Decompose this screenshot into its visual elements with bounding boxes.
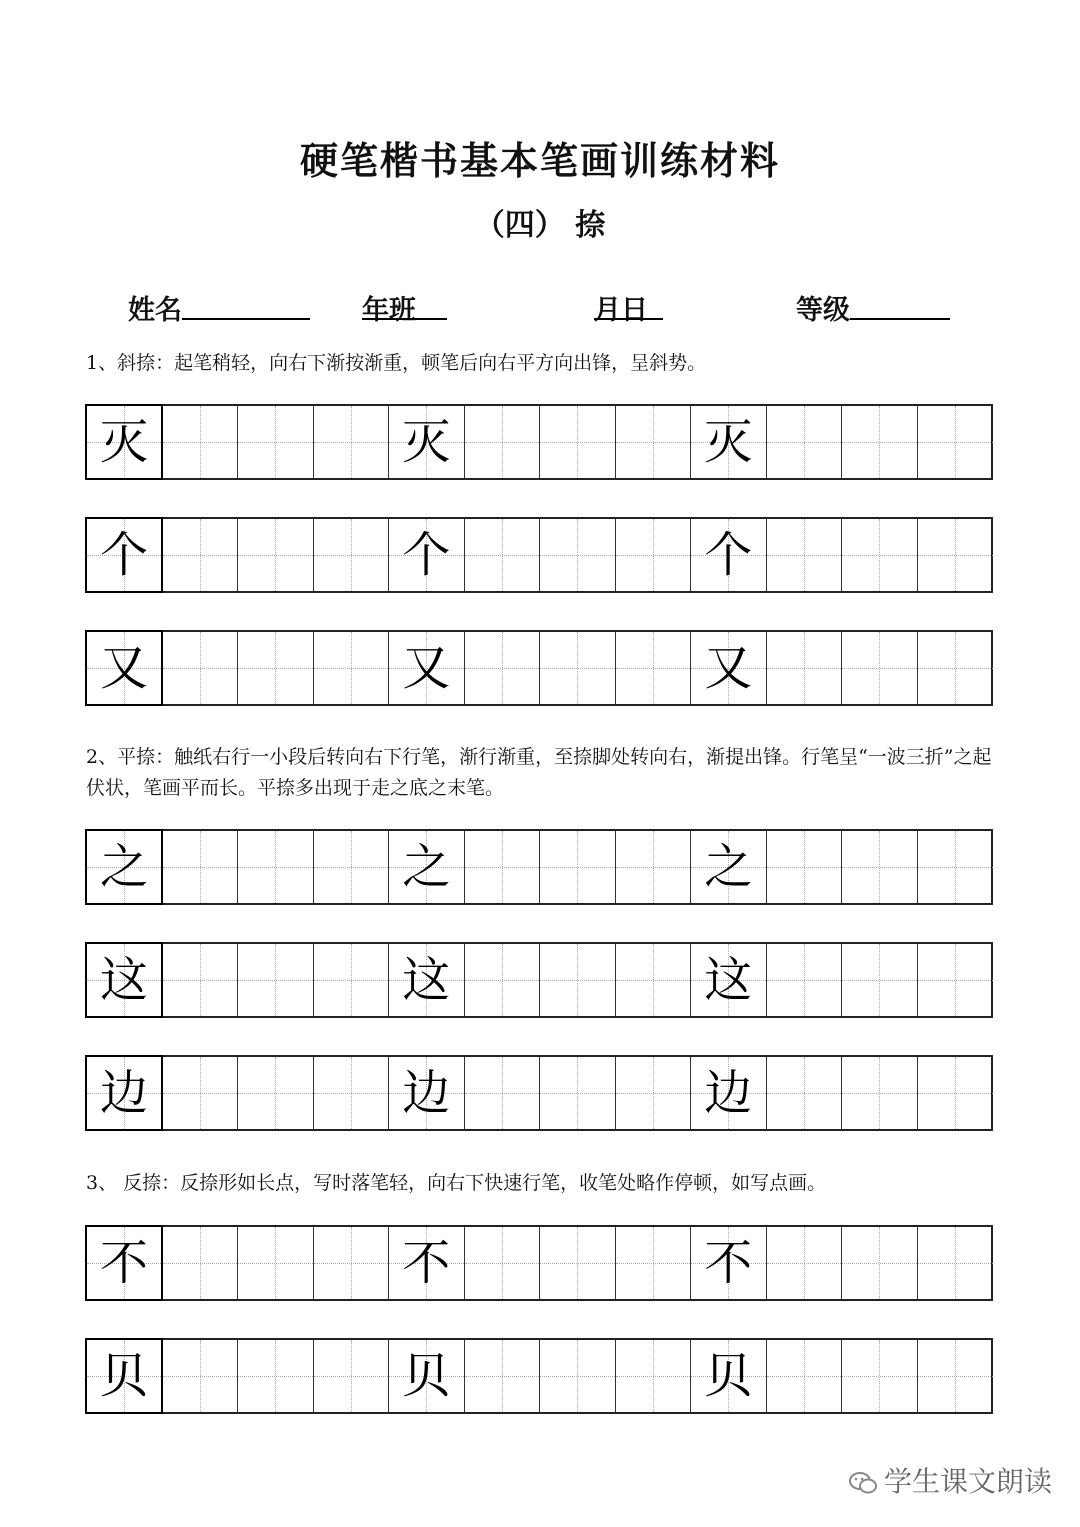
guide-line-vertical — [351, 831, 352, 903]
practice-cell[interactable] — [691, 406, 767, 478]
guide-line-vertical — [955, 1057, 956, 1129]
guide-line-vertical — [351, 632, 352, 704]
model-character-cell — [85, 1225, 163, 1301]
practice-grid-row — [85, 1225, 993, 1301]
practice-cell[interactable] — [918, 632, 994, 704]
practice-cell[interactable] — [389, 406, 465, 478]
guide-line-vertical — [879, 1057, 880, 1129]
practice-cell[interactable] — [465, 406, 541, 478]
sample-character: 这 — [704, 952, 753, 1008]
practice-cell[interactable] — [389, 1057, 465, 1129]
practice-cell[interactable] — [314, 944, 390, 1016]
practice-cell[interactable] — [691, 831, 767, 903]
practice-cell[interactable] — [465, 831, 541, 903]
guide-line-vertical — [955, 831, 956, 903]
model-character-cell — [85, 630, 163, 706]
watermark-text: 学生课文朗读 — [884, 1465, 1053, 1498]
practice-cell[interactable] — [389, 1340, 465, 1412]
sample-character: 不 — [99, 1235, 148, 1291]
model-character-cell — [85, 517, 163, 593]
guide-line-vertical — [200, 831, 201, 903]
practice-cell[interactable] — [842, 406, 918, 478]
guide-line-vertical — [955, 1227, 956, 1299]
sample-character: 不 — [402, 1235, 451, 1291]
practice-cell[interactable] — [238, 831, 314, 903]
guide-line-vertical — [275, 632, 276, 704]
sample-character: 贝 — [402, 1348, 451, 1404]
sample-character: 边 — [99, 1065, 148, 1121]
practice-cell[interactable] — [540, 1340, 616, 1412]
practice-cell[interactable] — [163, 1227, 239, 1299]
sample-character: 灭 — [402, 414, 451, 470]
guide-line-vertical — [200, 1227, 201, 1299]
practice-cell[interactable] — [691, 519, 767, 591]
guide-line-vertical — [955, 519, 956, 591]
sample-character: 又 — [99, 640, 148, 696]
guide-line-vertical — [502, 1340, 503, 1412]
practice-cell[interactable] — [842, 944, 918, 1016]
guide-line-vertical — [653, 944, 654, 1016]
guide-line-vertical — [804, 1340, 805, 1412]
practice-cell[interactable] — [767, 944, 843, 1016]
month-label: 月 — [594, 295, 621, 326]
guide-line-vertical — [653, 632, 654, 704]
practice-cell[interactable] — [767, 1057, 843, 1129]
practice-cell[interactable] — [238, 1227, 314, 1299]
guide-line-vertical — [200, 519, 201, 591]
sample-character: 灭 — [704, 414, 753, 470]
guide-line-vertical — [653, 831, 654, 903]
guide-line-vertical — [804, 831, 805, 903]
practice-cell[interactable] — [465, 1227, 541, 1299]
practice-grid-row — [85, 630, 993, 706]
practice-cell[interactable] — [314, 632, 390, 704]
practice-cell[interactable] — [616, 519, 692, 591]
guide-line-vertical — [275, 1227, 276, 1299]
practice-cell[interactable] — [238, 632, 314, 704]
practice-cell[interactable] — [238, 1340, 314, 1412]
practice-cell[interactable] — [163, 1057, 239, 1129]
practice-cell[interactable] — [163, 1340, 239, 1412]
guide-line-vertical — [275, 1057, 276, 1129]
guide-line-vertical — [653, 1057, 654, 1129]
practice-cell[interactable] — [616, 1340, 692, 1412]
practice-cell[interactable] — [465, 519, 541, 591]
guide-line-vertical — [275, 519, 276, 591]
practice-cell[interactable] — [842, 632, 918, 704]
practice-cell[interactable] — [389, 632, 465, 704]
guide-line-vertical — [879, 632, 880, 704]
section-2-description: 2、平捺：触纸右行一小段后转向右下行笔，渐行渐重，至捺脚处转向右，渐提出锋。行笔呈“一波三折”之起伏状，笔画平而长。平捺多出现于走之底之末笔。 — [86, 746, 992, 799]
practice-cell[interactable] — [540, 1057, 616, 1129]
practice-cell[interactable] — [691, 1057, 767, 1129]
guide-line-vertical — [879, 406, 880, 478]
guide-line-vertical — [804, 632, 805, 704]
guide-line-vertical — [577, 519, 578, 591]
guide-line-vertical — [502, 1227, 503, 1299]
guide-line-vertical — [804, 944, 805, 1016]
practice-cell[interactable] — [842, 831, 918, 903]
page-title: 硬笔楷书基本笔画训练材料 — [299, 138, 780, 183]
guide-line-vertical — [200, 406, 201, 478]
practice-cell[interactable] — [540, 632, 616, 704]
practice-cell[interactable] — [163, 831, 239, 903]
model-character-cell — [85, 404, 163, 480]
guide-line-vertical — [804, 1057, 805, 1129]
practice-cell[interactable] — [540, 406, 616, 478]
sample-character: 不 — [704, 1235, 753, 1291]
guide-line-vertical — [351, 944, 352, 1016]
guide-line-vertical — [879, 1340, 880, 1412]
practice-cell[interactable] — [767, 1227, 843, 1299]
grade-blank[interactable] — [850, 288, 950, 320]
practice-cell[interactable] — [691, 1227, 767, 1299]
guide-line-vertical — [955, 944, 956, 1016]
guide-line-vertical — [955, 1340, 956, 1412]
guide-line-vertical — [200, 1057, 201, 1129]
day-blank[interactable] — [621, 288, 663, 320]
practice-cell[interactable] — [163, 944, 239, 1016]
practice-cell[interactable] — [767, 406, 843, 478]
guide-line-vertical — [955, 406, 956, 478]
wechat-icon — [848, 1471, 878, 1495]
guide-line-vertical — [502, 632, 503, 704]
sample-character: 之 — [704, 839, 753, 895]
guide-line-vertical — [577, 831, 578, 903]
guide-line-vertical — [275, 831, 276, 903]
year-label: 年 — [362, 295, 389, 326]
sample-character: 个 — [704, 527, 753, 583]
practice-cell[interactable] — [616, 944, 692, 1016]
practice-cell[interactable] — [465, 1057, 541, 1129]
guide-line-vertical — [804, 406, 805, 478]
day-label: 日 — [621, 295, 648, 326]
practice-cell[interactable] — [842, 1227, 918, 1299]
practice-grid-row — [85, 1055, 993, 1131]
practice-cell[interactable] — [389, 1227, 465, 1299]
sample-character: 边 — [402, 1065, 451, 1121]
practice-cell[interactable] — [540, 519, 616, 591]
practice-cell[interactable] — [163, 519, 239, 591]
practice-cell[interactable] — [465, 944, 541, 1016]
model-character-cell — [85, 1055, 163, 1131]
practice-cell[interactable] — [918, 1227, 994, 1299]
practice-cell[interactable] — [691, 632, 767, 704]
practice-cell[interactable] — [842, 1057, 918, 1129]
practice-grid-row — [85, 1338, 993, 1414]
practice-grid-row — [85, 829, 993, 905]
class-blank[interactable] — [389, 288, 447, 320]
guide-line-vertical — [879, 944, 880, 1016]
guide-line-vertical — [502, 1057, 503, 1129]
guide-line-vertical — [351, 519, 352, 591]
practice-cell[interactable] — [918, 944, 994, 1016]
guide-line-vertical — [275, 944, 276, 1016]
practice-cell[interactable] — [616, 831, 692, 903]
sample-character: 又 — [704, 640, 753, 696]
guide-line-vertical — [577, 632, 578, 704]
guide-line-vertical — [502, 519, 503, 591]
guide-line-vertical — [653, 1227, 654, 1299]
sample-character: 边 — [704, 1065, 753, 1121]
practice-cell[interactable] — [540, 1227, 616, 1299]
sample-character: 之 — [99, 839, 148, 895]
grade-label: 等级 — [796, 295, 850, 326]
sample-character: 这 — [402, 952, 451, 1008]
practice-cell[interactable] — [238, 519, 314, 591]
practice-cell[interactable] — [918, 519, 994, 591]
guide-line-vertical — [577, 1340, 578, 1412]
practice-cell[interactable] — [163, 632, 239, 704]
sample-character: 个 — [99, 527, 148, 583]
guide-line-vertical — [351, 1340, 352, 1412]
guide-line-vertical — [502, 406, 503, 478]
practice-grid-row — [85, 404, 993, 480]
practice-cell[interactable] — [691, 944, 767, 1016]
practice-grid-row — [85, 942, 993, 1018]
guide-line-vertical — [804, 1227, 805, 1299]
practice-cell[interactable] — [389, 944, 465, 1016]
class-label: 班 — [389, 295, 416, 326]
date-field — [594, 288, 648, 327]
guide-line-vertical — [804, 519, 805, 591]
guide-line-vertical — [200, 944, 201, 1016]
sample-character: 个 — [402, 527, 451, 583]
practice-cell[interactable] — [918, 1057, 994, 1129]
guide-line-vertical — [879, 1227, 880, 1299]
name-label: 姓名 — [128, 295, 182, 326]
practice-cell[interactable] — [314, 406, 390, 478]
practice-cell[interactable] — [238, 406, 314, 478]
guide-line-vertical — [879, 831, 880, 903]
guide-line-vertical — [577, 944, 578, 1016]
practice-cell[interactable] — [314, 519, 390, 591]
guide-line-vertical — [577, 1227, 578, 1299]
practice-cell[interactable] — [238, 944, 314, 1016]
guide-line-vertical — [577, 406, 578, 478]
practice-cell[interactable] — [616, 406, 692, 478]
practice-cell[interactable] — [163, 406, 239, 478]
name-blank[interactable] — [182, 288, 310, 320]
guide-line-vertical — [955, 632, 956, 704]
practice-cell[interactable] — [767, 1340, 843, 1412]
guide-line-vertical — [653, 519, 654, 591]
guide-line-vertical — [653, 406, 654, 478]
guide-line-vertical — [577, 1057, 578, 1129]
practice-cell[interactable] — [616, 1057, 692, 1129]
model-character-cell — [85, 829, 163, 905]
watermark — [848, 1460, 1052, 1500]
practice-cell[interactable] — [314, 1340, 390, 1412]
practice-cell[interactable] — [767, 632, 843, 704]
guide-line-vertical — [200, 1340, 201, 1412]
model-character-cell — [85, 942, 163, 1018]
practice-cell[interactable] — [616, 1227, 692, 1299]
practice-grid-row — [85, 517, 993, 593]
practice-cell[interactable] — [238, 1057, 314, 1129]
guide-line-vertical — [275, 406, 276, 478]
section-3-description: 3、 反捺：反捺形如长点，写时落笔轻，向右下快速行笔，收笔处略作停顿，如写点画。 — [86, 1172, 827, 1194]
year-field — [362, 288, 416, 327]
guide-line-vertical — [502, 944, 503, 1016]
practice-cell[interactable] — [314, 1057, 390, 1129]
practice-cell[interactable] — [691, 1340, 767, 1412]
practice-cell[interactable] — [314, 831, 390, 903]
guide-line-vertical — [200, 632, 201, 704]
guide-line-vertical — [351, 1227, 352, 1299]
sample-character: 贝 — [704, 1348, 753, 1404]
practice-cell[interactable] — [918, 1340, 994, 1412]
guide-line-vertical — [351, 1057, 352, 1129]
practice-cell[interactable] — [389, 519, 465, 591]
page-subtitle: （四） 捺 — [474, 208, 606, 243]
practice-cell[interactable] — [540, 831, 616, 903]
sample-character: 灭 — [99, 414, 148, 470]
sample-character: 贝 — [99, 1348, 148, 1404]
guide-line-vertical — [879, 519, 880, 591]
practice-cell[interactable] — [767, 519, 843, 591]
model-character-cell — [85, 1338, 163, 1414]
sample-character: 之 — [402, 839, 451, 895]
practice-cell[interactable] — [842, 519, 918, 591]
practice-cell[interactable] — [842, 1340, 918, 1412]
practice-cell[interactable] — [918, 831, 994, 903]
practice-cell[interactable] — [465, 632, 541, 704]
guide-line-vertical — [502, 831, 503, 903]
sample-character: 这 — [99, 952, 148, 1008]
practice-cell[interactable] — [540, 944, 616, 1016]
practice-cell[interactable] — [616, 632, 692, 704]
practice-cell[interactable] — [314, 1227, 390, 1299]
guide-line-vertical — [653, 1340, 654, 1412]
section-1-description: 1、斜捺：起笔稍轻，向右下渐按渐重，顿笔后向右平方向出锋，呈斜势。 — [86, 352, 707, 374]
sample-character: 又 — [402, 640, 451, 696]
practice-cell[interactable] — [389, 831, 465, 903]
grade-field — [796, 288, 850, 327]
practice-cell[interactable] — [918, 406, 994, 478]
guide-line-vertical — [275, 1340, 276, 1412]
name-field — [128, 288, 182, 327]
guide-line-vertical — [351, 406, 352, 478]
practice-cell[interactable] — [465, 1340, 541, 1412]
practice-cell[interactable] — [767, 831, 843, 903]
